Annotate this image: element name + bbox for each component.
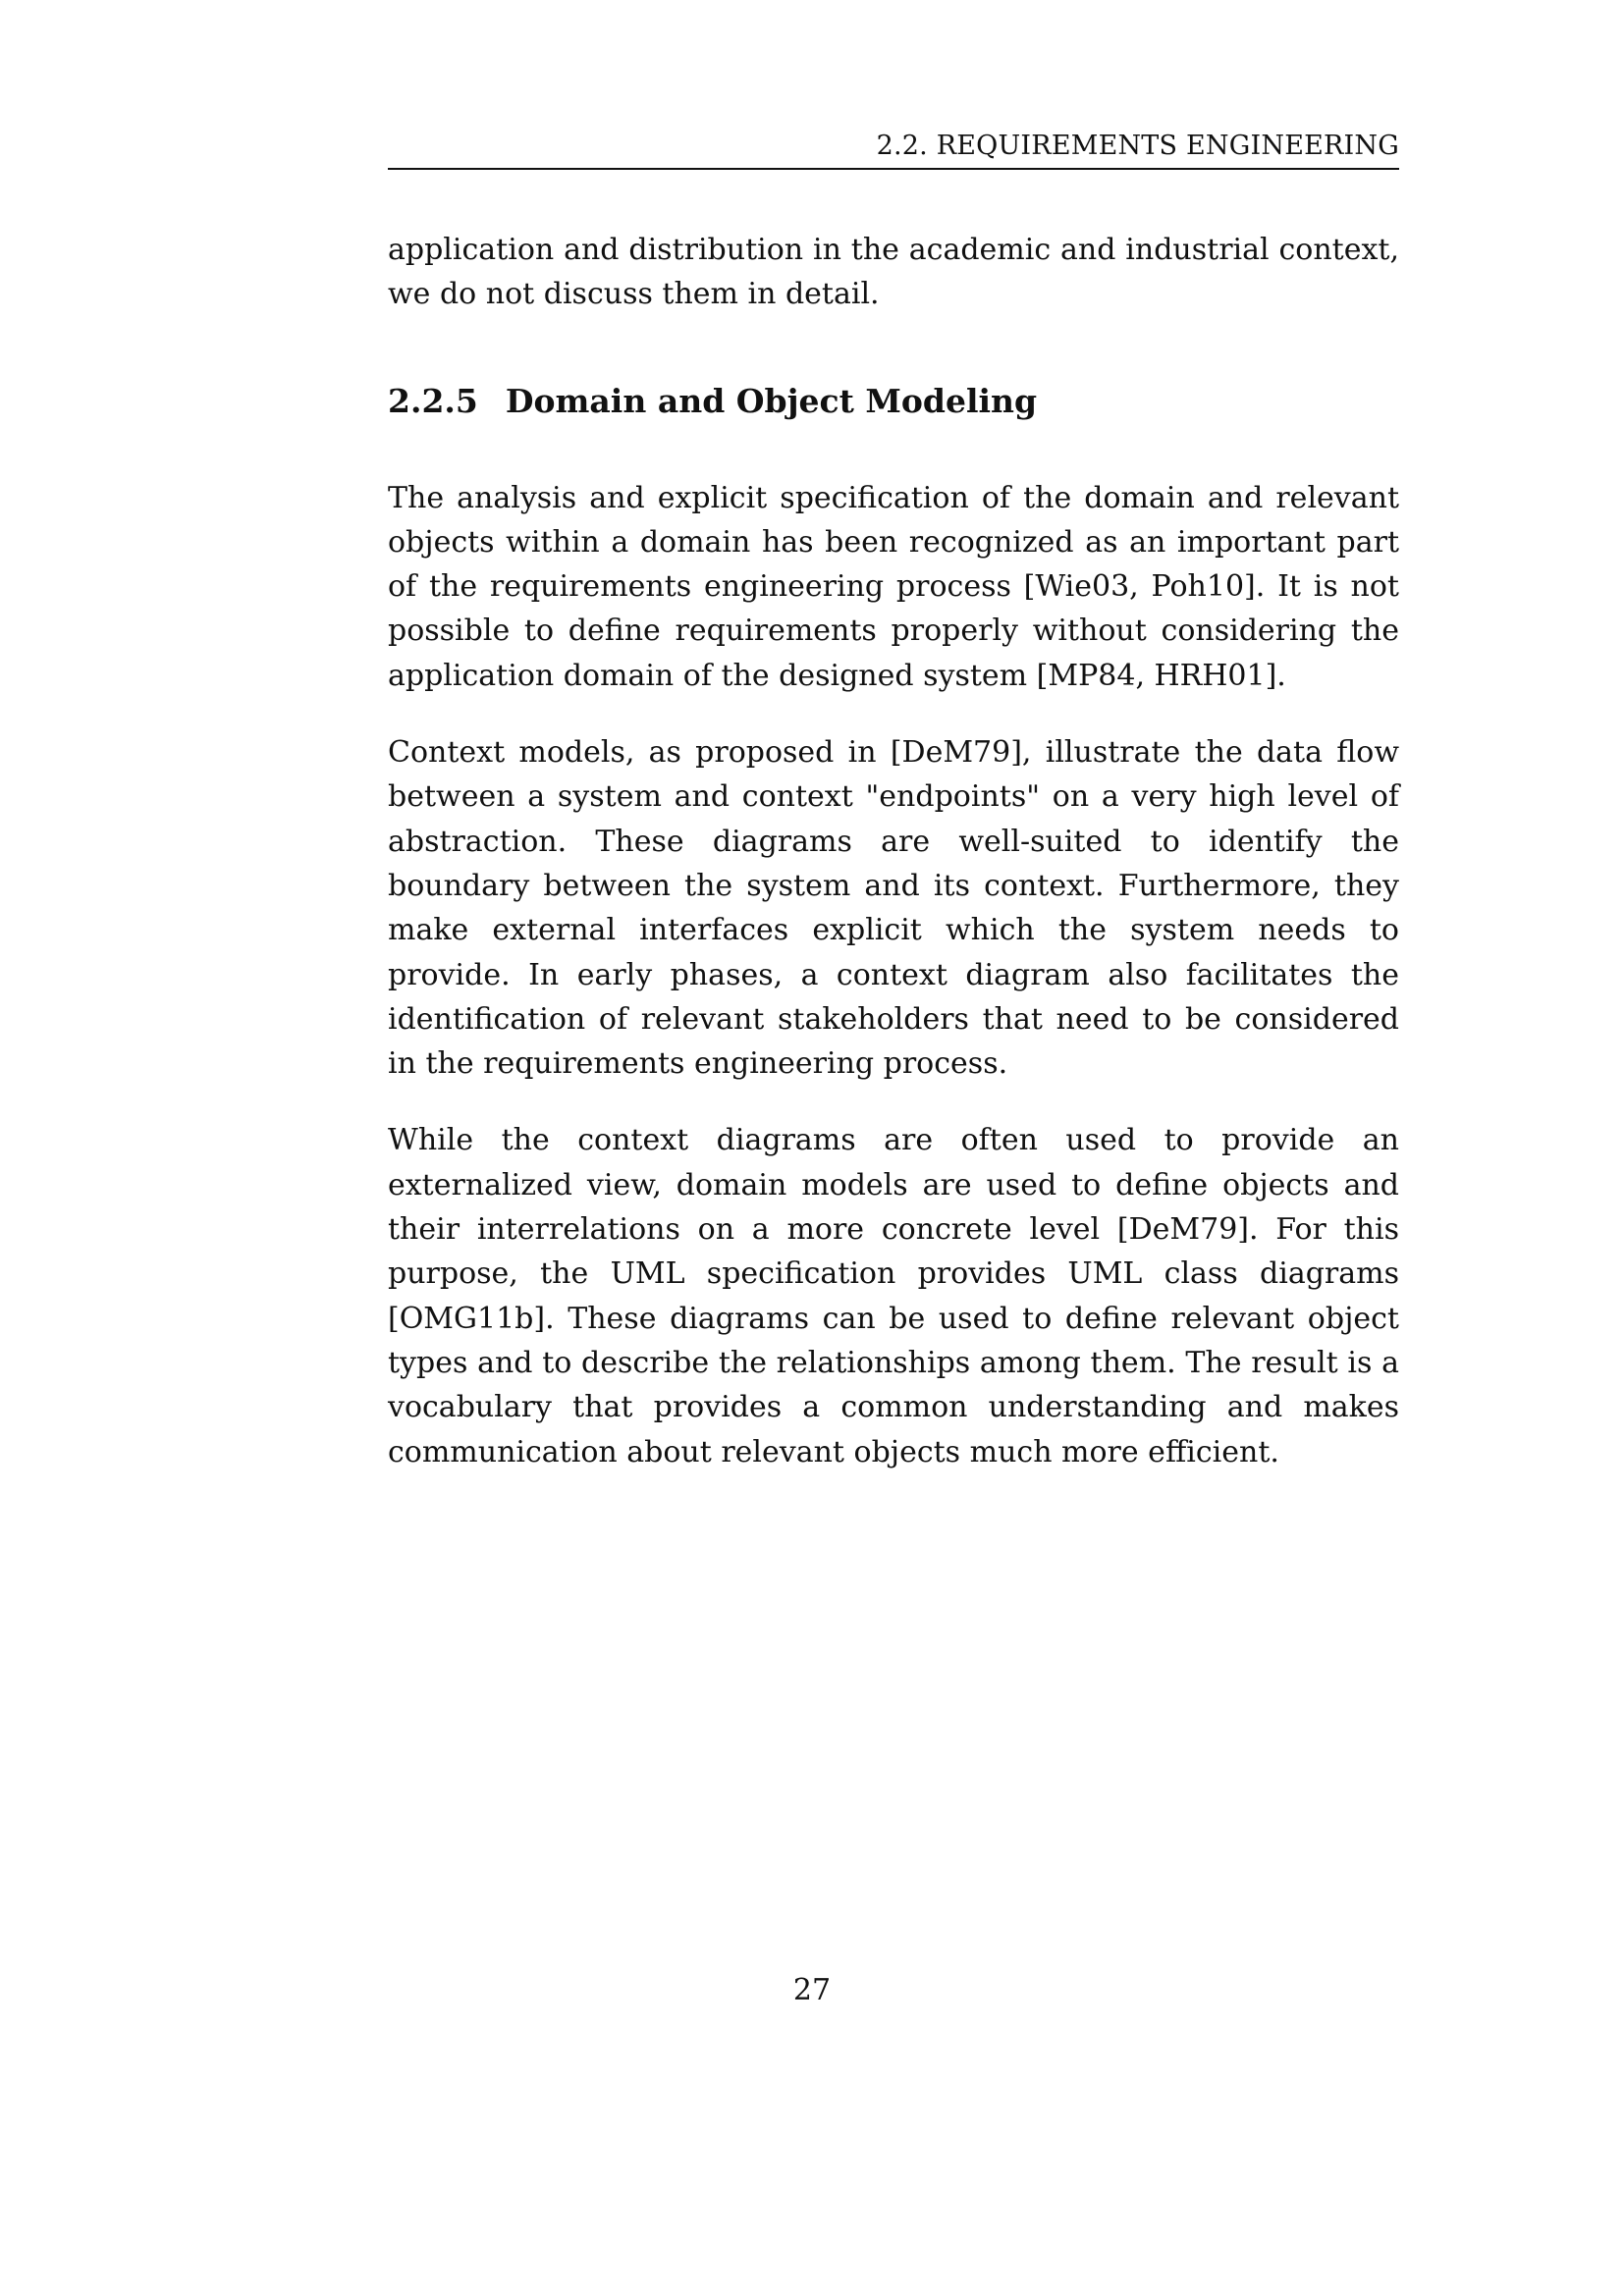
header-rule xyxy=(388,168,1399,170)
paragraph-continued: application and distribution in the academic and industrial context, we do not discuss them in detail. xyxy=(388,233,1399,312)
section-heading xyxy=(388,380,1399,423)
paragraph-domain-analysis: The analysis and explicit specification of the domain and relevant objects within a domain has been recognized as an important part of the requirements engineering process [Wie03, Poh10]. It is not possible to define requirements properly without considering the application domain of the designed system [MP84, HRH01]. xyxy=(388,480,1399,693)
page-number: 27 xyxy=(792,1973,832,2007)
section-number: 2.2.5 xyxy=(388,381,478,420)
page-content xyxy=(388,228,1399,1474)
paragraph-context-models: Context models, as proposed in [DeM79], illustrate the data flow between a system and context "endpoints" on a very high level of abstraction. These diagrams are well-suited to identify the boundary between the system and its context. Furthermore, they make external interfaces explicit which the system needs to provide. In early phases, a context diagram also facilitates the identification of relevant stakeholders that need to be considered in the requirements engineering process. xyxy=(388,735,1399,1082)
running-header: 2.2. REQUIREMENTS ENGINEERING xyxy=(876,131,1399,161)
section-title: Domain and Object Modeling xyxy=(505,381,1038,420)
paragraph-domain-models: While the context diagrams are often used to provide an externalized view, domain models are used to define objects and their interrelations on a more concrete level [DeM79]. For this purpose, the UML specification provides UML class diagrams [OMG11b]. These diagrams can be used to define relevant object types and to describe the relationships among them. The result is a vocabulary that provides a common understanding and makes communication about relevant objects much more efficient. xyxy=(388,1123,1399,1469)
